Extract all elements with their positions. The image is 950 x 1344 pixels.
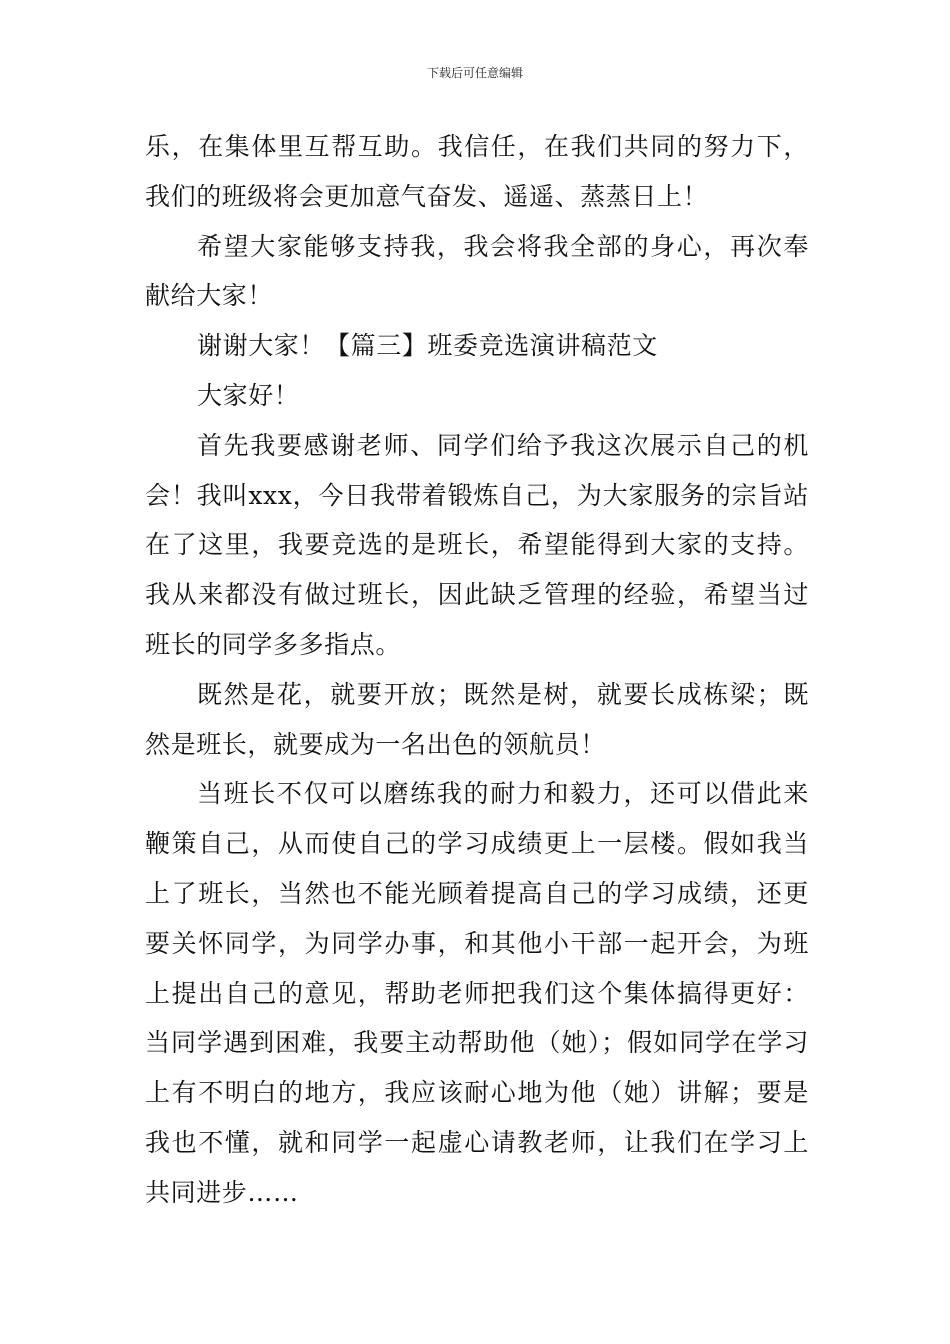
page-header-note: 下载后可任意编辑 <box>426 66 523 80</box>
document-body <box>145 122 809 1218</box>
paragraph-3: 谢谢大家！【篇三】班委竞选演讲稿范文 <box>197 331 658 361</box>
paragraph-4: 大家好！ <box>197 380 300 410</box>
paragraph-6: 既然是花，就要开放；既然是树，就要长成栋梁；既然是班长，就要成为一名出色的领航员！ <box>145 679 809 759</box>
paragraph-2: 希望大家能够支持我，我会将我全部的身心，再次奉献给大家！ <box>145 231 809 311</box>
paragraph-7: 当班长不仅可以磨练我的耐力和毅力，还可以借此来鞭策自己，从而使自己的学习成绩更上一层楼。假如我当上了班长，当然也不能光顾着提高自己的学习成绩，还更要关怀同学，为同学办事，和其他小干部一起开会，为班上提出自己的意见，帮助老师把我们这个集体搞得更好：当同学遇到困难，我要主动帮助他（她）；假如同学在学习上有不明白的地方，我应该耐心地为他（她）讲解；要是我也不懂，就和同学一起虚心请教老师，让我们在学习上共同进步…… <box>145 779 809 1207</box>
paragraph-5: 首先我要感谢老师、同学们给予我这次展示自己的机会！我叫xxx，今日我带着锻炼自己，为大家服务的宗旨站在了这里，我要竞选的是班长，希望能得到大家的支持。我从来都没有做过班长，因此缺乏管理的经验，希望当过班长的同学多多指点。 <box>145 430 809 659</box>
paragraph-1: 乐，在集体里互帮互助。我信任，在我们共同的努力下，我们的班级将会更加意气奋发、遥遥、蒸蒸日上！ <box>145 132 809 211</box>
